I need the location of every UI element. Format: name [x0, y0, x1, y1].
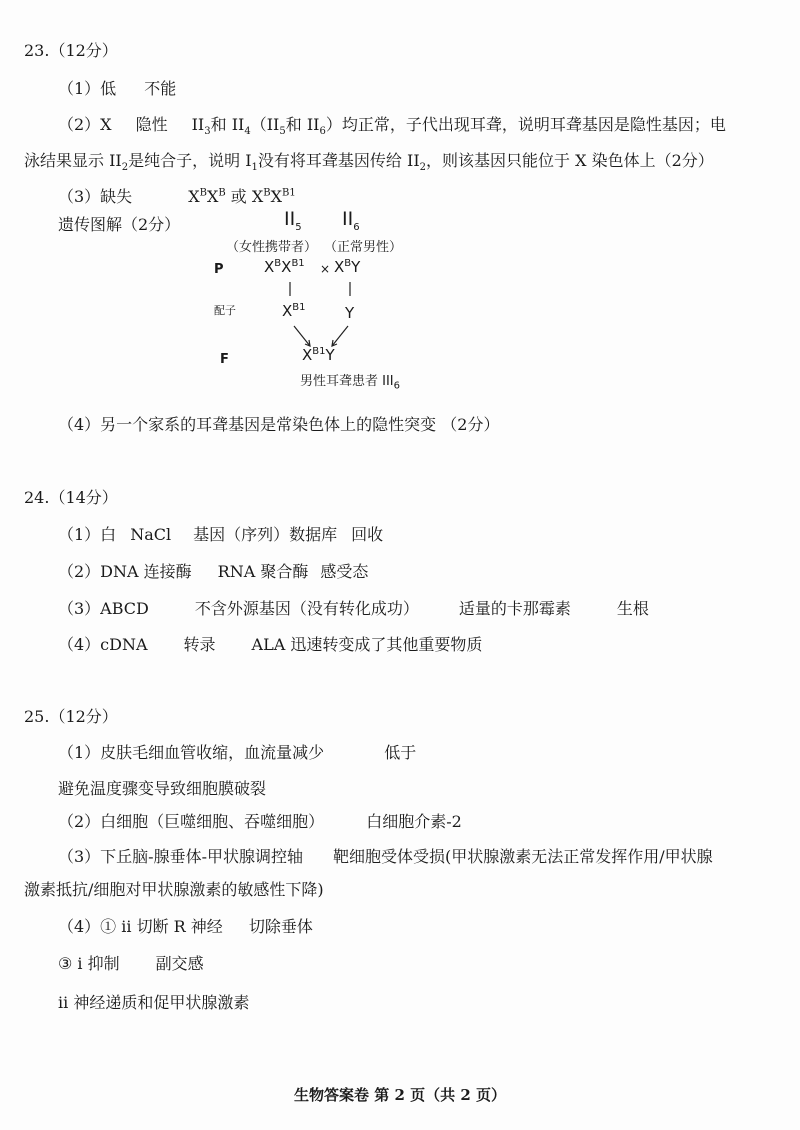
q25-part4 [58, 916, 313, 938]
genotype-letter: X [282, 302, 293, 320]
q25-header: 25.（12分） [24, 707, 118, 726]
q23-part2-sub: 5 [279, 126, 286, 138]
genotype-sup: B [344, 258, 352, 269]
q25-part1 [58, 742, 416, 764]
q23-part2-text: 没有将耳聋基因传给 II [257, 151, 420, 170]
diagram-gamete-label: 配子 [214, 304, 236, 317]
q25-part1-line2: 避免温度骤变导致细胞膜破裂 [58, 779, 267, 798]
page-footer: 生物答案卷 第 2 页（共 2 页） [294, 1086, 506, 1104]
genotype-sup: B1 [312, 346, 326, 357]
q23-part2-text: 是纯合子，说明 I [128, 151, 252, 170]
genotype-letter: X [206, 187, 219, 206]
q25-answer: 靶细胞受体受损(甲状腺激素无法正常发挥作用/甲状腺 [333, 847, 713, 866]
diagram-f-label: F [220, 352, 229, 367]
genotype-letter: Y [325, 346, 335, 364]
q25-part3-line2: 激素抵抗/细胞对甲状腺激素的敏感性下降) [24, 880, 324, 899]
q24-answer: 感受态 [320, 562, 369, 581]
diagram-gen-sub: 5 [295, 221, 302, 233]
diagram-child-description [300, 370, 401, 392]
q25-answer: 白细胞介素-2 [366, 812, 462, 831]
q23-part2-sub: 2 [419, 162, 427, 174]
genotype-sup: B [274, 258, 282, 269]
q24-header: 24.（14分） [24, 488, 118, 507]
q25-answer: 副交感 [155, 954, 204, 973]
q25-answer: 低于 [384, 743, 417, 762]
genotype-letter: X [334, 258, 345, 276]
genotype-sup: B1 [291, 258, 305, 269]
diagram-child-genotype [302, 346, 335, 364]
q23-part2-line2 [24, 150, 714, 172]
genotype-sup: B [199, 187, 207, 199]
q23-part2-text: ）均正常，子代出现耳聋，说明耳聋基因是隐性基因；电 [325, 115, 726, 134]
q23-part3-genotypes [188, 187, 296, 206]
q24-answer: （3）ABCD [58, 599, 149, 618]
q23-part2-text: 泳结果显示 II [24, 151, 122, 170]
genotype-letter: X [188, 187, 200, 206]
genotype-letter: X [264, 258, 275, 276]
genotype-letter: Y [351, 258, 361, 276]
genotype-letter: 或 X [230, 187, 264, 206]
diagram-normal-male-label: （正常男性） [324, 240, 403, 255]
q24-answer: 基因（序列）数据库 [193, 525, 338, 544]
q24-part4 [58, 634, 482, 656]
q23-part1-answer-b: 不能 [144, 79, 177, 98]
q23-diagram-label: 遗传图解（2分） [58, 215, 181, 234]
father-to-child-arrow [332, 326, 348, 346]
q24-answer: （1）白 [58, 525, 117, 544]
diagram-gen-sub: 6 [353, 221, 360, 233]
genotype-sup: B [218, 187, 226, 199]
q24-part3 [58, 598, 649, 620]
q24-answer: 转录 [183, 635, 216, 654]
q25-answer: （1）皮肤毛细血管收缩，血流量减少 [58, 743, 325, 762]
q23-part1-answer-a: （1）低 [58, 79, 117, 98]
q25-part4-line2 [58, 953, 204, 975]
q25-answer: （3）下丘脑-腺垂体-甲状腺调控轴 [58, 847, 303, 866]
q23-part2-sub: 3 [204, 126, 211, 138]
diagram-gen: II [284, 208, 296, 230]
q23-part2-line1 [58, 114, 726, 136]
q23-part2-sub: 6 [319, 126, 326, 138]
diagram-gen: II [342, 208, 354, 230]
q24-answer: 生根 [616, 599, 649, 618]
genotype-letter: X [270, 187, 283, 206]
genotype-letter: X [302, 346, 313, 364]
q24-part1 [58, 524, 383, 546]
diagram-child-text: 男性耳聋患者 III [300, 374, 394, 389]
q24-answer: 适量的卡那霉素 [458, 599, 571, 618]
diagram-mother-genotype [264, 258, 305, 276]
q25-answer: （2）白细胞（巨噬细胞、吞噬细胞） [58, 812, 325, 831]
genotype-sup: B1 [282, 187, 296, 199]
genotype-sup: B1 [292, 302, 306, 313]
genotype-letter: X [281, 258, 292, 276]
mother-to-child-arrow [294, 326, 310, 346]
q24-answer: （4）cDNA [58, 635, 148, 654]
q25-part4-line3: ii 神经递质和促甲状腺激素 [58, 993, 250, 1012]
diagram-p-label: P [214, 262, 224, 277]
q25-part2 [58, 811, 462, 833]
diagram-female-carrier-label: （女性携带者） [226, 240, 318, 255]
q23-part4: （4）另一个家系的耳聋基因是常染色体上的隐性突变 （2分） [58, 415, 500, 434]
q23-part2-answer-recessive: 隐性 [135, 115, 168, 134]
q23-part1 [58, 78, 176, 100]
q24-answer: 回收 [351, 525, 384, 544]
q24-answer: NaCl [130, 525, 172, 544]
q23-part2-sub: 4 [244, 126, 251, 138]
diagram-child-sub: 6 [393, 380, 401, 392]
q25-answer: （4）① ii 切断 R 神经 [58, 917, 223, 936]
q24-answer: RNA 聚合酶 [217, 562, 309, 581]
q24-part2 [58, 561, 368, 583]
q24-answer: ALA 迅速转变成了其他重要物质 [251, 635, 483, 654]
q25-answer: ③ i 抑制 [58, 954, 120, 973]
q23-part2-text: II [191, 115, 205, 134]
q23-part3 [58, 186, 296, 208]
q23-part2-text: 和 II [285, 115, 320, 134]
diagram-father-gamete: Y [345, 304, 355, 322]
q25-part3 [58, 846, 713, 868]
q23-part2-sub: 1 [251, 162, 258, 174]
diagram-father-genotype [334, 258, 360, 276]
diagram-cross-symbol: × [320, 262, 331, 276]
q23-header: 23.（12分） [24, 41, 118, 60]
q23-part3-answer-deletion: （3）缺失 [58, 187, 133, 206]
diagram-ii5 [284, 208, 302, 233]
q23-part2-text: （II [250, 115, 280, 134]
q23-part2-sub: 2 [121, 162, 129, 174]
q24-answer: （2）DNA 连接酶 [58, 562, 192, 581]
genotype-sup: B [263, 187, 271, 199]
q25-answer: 切除垂体 [248, 917, 313, 936]
q23-part2-answer-x: （2）X [58, 115, 112, 134]
q23-part2-text: 和 II [210, 115, 245, 134]
q23-part2-text: ，则该基因只能位于 X 染色体上（2分） [426, 151, 714, 170]
diagram-ii6 [342, 208, 360, 233]
q24-answer: 不含外源基因（没有转化成功） [194, 599, 419, 618]
diagram-mother-gamete [282, 302, 306, 320]
